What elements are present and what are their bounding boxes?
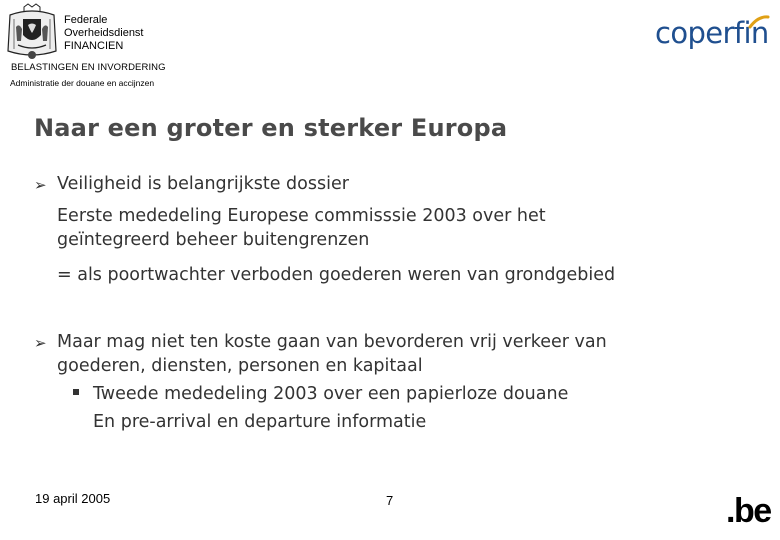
page-number: 7: [386, 493, 394, 508]
coperfin-logo-swoosh-icon: [748, 14, 770, 30]
bullet-text: Maar mag niet ten koste gaan van bevorderen vrij verkeer van: [57, 332, 607, 352]
ministry-name-line: Overheidsdienst: [64, 27, 144, 39]
body-text-line: geïntegreerd beheer buitengrenzen: [57, 230, 370, 250]
bullet-text: Veiligheid is belangrijkste dossier: [57, 174, 349, 194]
ministry-name-line: FINANCIEN: [64, 40, 124, 52]
body-text-line: Eerste mededeling Europese commisssie 2003 over het: [57, 206, 546, 226]
body-text-line: = als poortwachter verboden goederen weren van grondgebied: [57, 265, 616, 285]
coperfin-logo: coperfin: [655, 16, 769, 50]
be-logo: .be: [726, 492, 771, 530]
sub-bullet-text: En pre-arrival en departure informatie: [93, 412, 427, 432]
sub-bullet-text: Tweede mededeling 2003 over een papierloze douane: [93, 384, 569, 404]
square-bullet-icon: [73, 389, 79, 395]
belgian-coat-of-arms-icon: [4, 3, 60, 61]
subdepartment-name: Administratie der douane en accijnzen: [10, 78, 155, 88]
arrow-bullet-icon: ➢: [34, 334, 47, 352]
footer-date: 19 april 2005: [35, 491, 111, 506]
arrow-bullet-icon: ➢: [34, 176, 47, 194]
ministry-name-line: Federale: [64, 14, 108, 26]
department-name: BELASTINGEN EN INVORDERING: [11, 62, 166, 73]
bullet-text: goederen, diensten, personen en kapitaal: [57, 356, 423, 376]
slide-title: Naar een groter en sterker Europa: [34, 114, 508, 142]
